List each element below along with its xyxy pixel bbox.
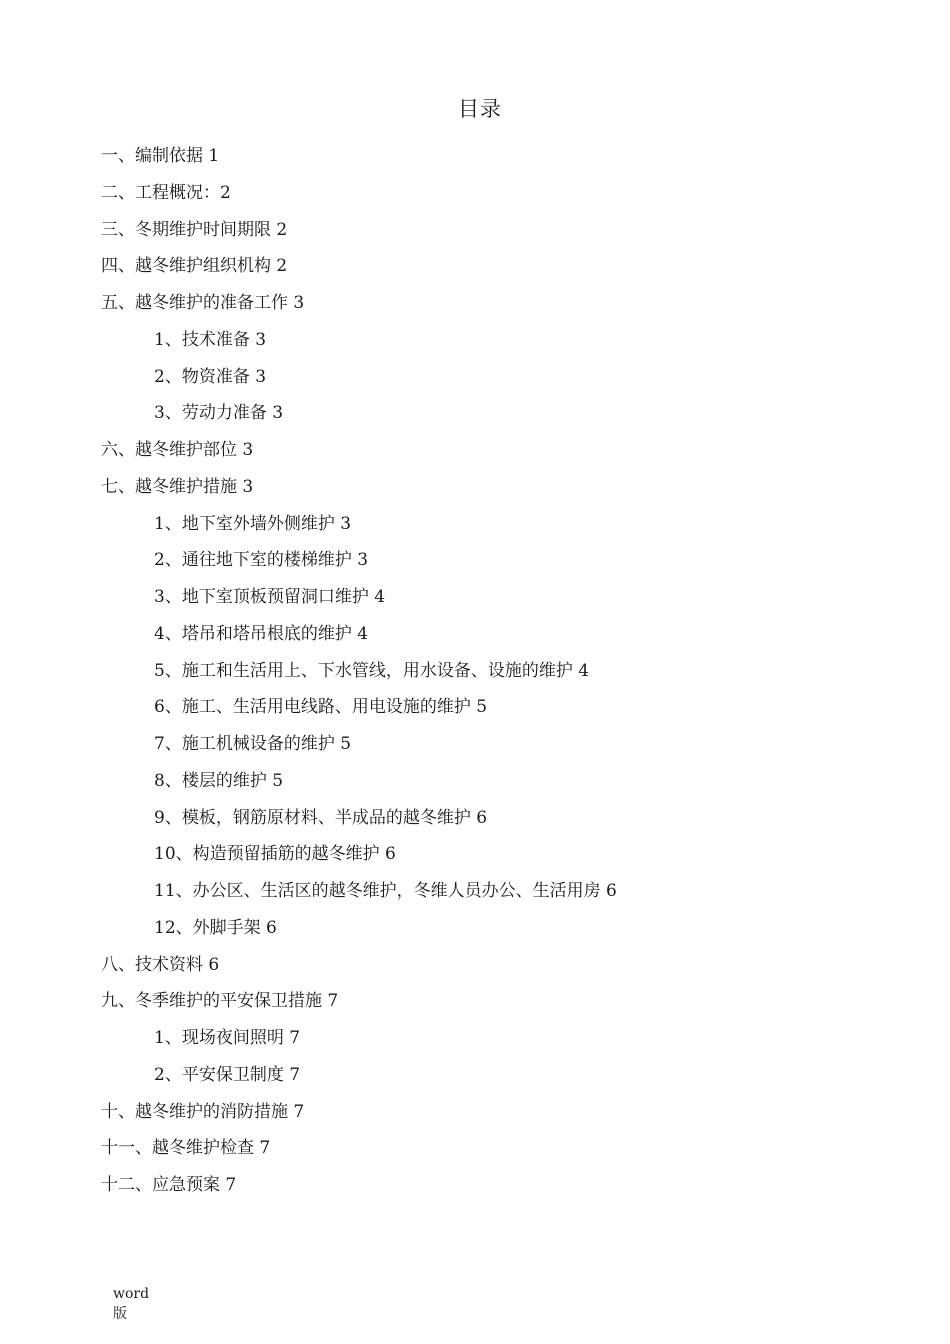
toc-subentry[interactable]: 12、外脚手架 6 [154,917,277,938]
toc-entry[interactable]: 十一、越冬维护检查 7 [101,1138,271,1159]
toc-subentry[interactable]: 11、办公区、生活区的越冬维护，冬维人员办公、生活用房 6 [154,881,617,901]
footer-line-word: word [113,1286,150,1302]
toc-subentry[interactable]: 7、施工机械设备的维护 5 [154,734,352,754]
footer-line-edition: 版 [113,1306,127,1322]
toc-subentry[interactable]: 1、现场夜间照明 7 [154,1028,301,1048]
toc-entry[interactable]: 十、越冬维护的消防措施 7 [101,1101,305,1122]
toc-subentry[interactable]: 9、模板，钢筋原材料、半成品的越冬维护 6 [154,807,488,828]
toc-entry[interactable]: 六、越冬维护部位 3 [101,440,254,460]
toc-entry[interactable]: 十二、应急预案 7 [101,1175,237,1195]
toc-entry[interactable]: 五、越冬维护的准备工作 3 [101,293,305,313]
table-of-contents [101,141,901,1207]
toc-subentry[interactable]: 3、劳动力准备 3 [154,403,284,424]
toc-subentry[interactable]: 8、楼层的维护 5 [154,770,284,791]
toc-subentry[interactable]: 3、地下室顶板预留洞口维护 4 [154,587,386,607]
toc-entry[interactable]: 七、越冬维护措施 3 [101,476,254,497]
toc-entry[interactable]: 八、技术资料 6 [101,954,220,975]
toc-entry[interactable]: 一、编制依据 1 [101,146,220,166]
toc-subentry[interactable]: 5、施工和生活用上、下水管线，用水设备、设施的维护 4 [154,660,590,681]
toc-subentry[interactable]: 6、施工、生活用电线路、用电设施的维护 5 [154,697,488,718]
toc-subentry[interactable]: 10、构造预留插筋的越冬维护 6 [154,844,396,865]
toc-subentry[interactable]: 2、通往地下室的楼梯维护 3 [154,550,369,571]
toc-entry[interactable]: 四、越冬维护组织机构 2 [101,256,288,277]
toc-subentry[interactable]: 2、物资准备 3 [154,366,267,387]
footer-note [113,1284,173,1324]
toc-subentry[interactable]: 1、技术准备 3 [154,329,267,350]
toc-entry[interactable]: 二、工程概况：2 [101,182,231,203]
toc-entry[interactable]: 九、冬季维护的平安保卫措施 7 [101,991,339,1012]
toc-subentry[interactable]: 1、地下室外墙外侧维护 3 [154,513,352,534]
page-title: 目录 [458,97,502,121]
toc-subentry[interactable]: 2、平安保卫制度 7 [154,1064,301,1085]
toc-subentry[interactable]: 4、塔吊和塔吊根底的维护 4 [154,623,369,644]
toc-entry[interactable]: 三、冬期维护时间期限 2 [101,219,288,240]
